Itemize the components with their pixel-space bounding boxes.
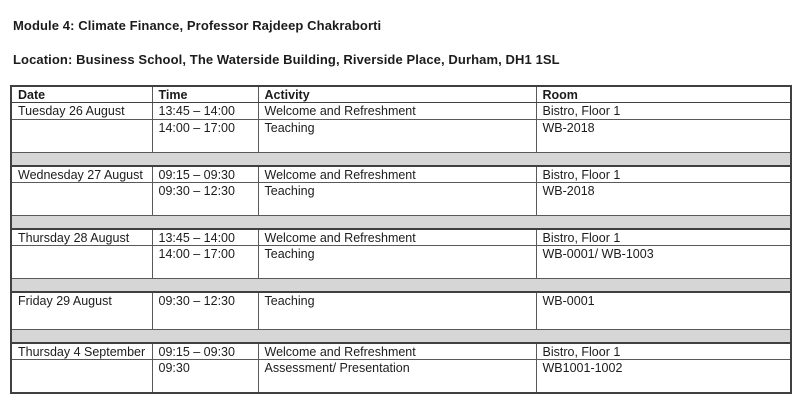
cell-room: WB1001-1002 [536, 360, 791, 393]
cell-time: 14:00 – 17:00 [152, 246, 258, 279]
cell-time: 09:15 – 09:30 [152, 166, 258, 183]
cell-date: Thursday 28 August [11, 229, 152, 246]
cell-activity: Welcome and Refreshment [258, 166, 536, 183]
cell-activity: Welcome and Refreshment [258, 343, 536, 360]
cell-date: Friday 29 August [11, 292, 152, 330]
cell-date [11, 360, 152, 393]
cell-time: 13:45 – 14:00 [152, 229, 258, 246]
cell-time: 09:30 [152, 360, 258, 393]
cell-activity: Teaching [258, 120, 536, 153]
cell-activity: Welcome and Refreshment [258, 229, 536, 246]
table-row [11, 166, 791, 183]
table-row [11, 229, 791, 246]
column-header-room: Room [536, 86, 791, 103]
table-row [11, 343, 791, 360]
section-separator [11, 153, 791, 166]
cell-activity: Teaching [258, 183, 536, 216]
schedule-table [10, 85, 792, 394]
header-row [11, 86, 791, 103]
cell-date: Wednesday 27 August [11, 166, 152, 183]
table-row [11, 292, 791, 330]
cell-room: Bistro, Floor 1 [536, 103, 791, 120]
table-row [11, 120, 791, 153]
page-location: Location: Business School, The Waterside Building, Riverside Place, Durham, DH1 1SL [13, 52, 560, 67]
section-separator [11, 279, 791, 292]
cell-room: WB-0001/ WB-1003 [536, 246, 791, 279]
table-row [11, 360, 791, 393]
cell-room: Bistro, Floor 1 [536, 343, 791, 360]
cell-time: 14:00 – 17:00 [152, 120, 258, 153]
table-row [11, 103, 791, 120]
cell-room: WB-2018 [536, 183, 791, 216]
column-header-time: Time [152, 86, 258, 103]
cell-room: Bistro, Floor 1 [536, 166, 791, 183]
cell-time: 09:15 – 09:30 [152, 343, 258, 360]
column-header-activity: Activity [258, 86, 536, 103]
cell-date: Tuesday 26 August [11, 103, 152, 120]
cell-date [11, 120, 152, 153]
cell-time: 13:45 – 14:00 [152, 103, 258, 120]
cell-room: WB-2018 [536, 120, 791, 153]
section-separator [11, 330, 791, 343]
column-header-date: Date [11, 86, 152, 103]
cell-activity: Welcome and Refreshment [258, 103, 536, 120]
cell-time: 09:30 – 12:30 [152, 292, 258, 330]
cell-activity: Teaching [258, 246, 536, 279]
section-separator [11, 216, 791, 229]
cell-date [11, 183, 152, 216]
cell-date: Thursday 4 September [11, 343, 152, 360]
cell-activity: Assessment/ Presentation [258, 360, 536, 393]
cell-room: Bistro, Floor 1 [536, 229, 791, 246]
cell-time: 09:30 – 12:30 [152, 183, 258, 216]
cell-date [11, 246, 152, 279]
page-title: Module 4: Climate Finance, Professor Rajdeep Chakraborti [13, 18, 382, 33]
cell-activity: Teaching [258, 292, 536, 330]
table-row [11, 183, 791, 216]
table-row [11, 246, 791, 279]
cell-room: WB-0001 [536, 292, 791, 330]
